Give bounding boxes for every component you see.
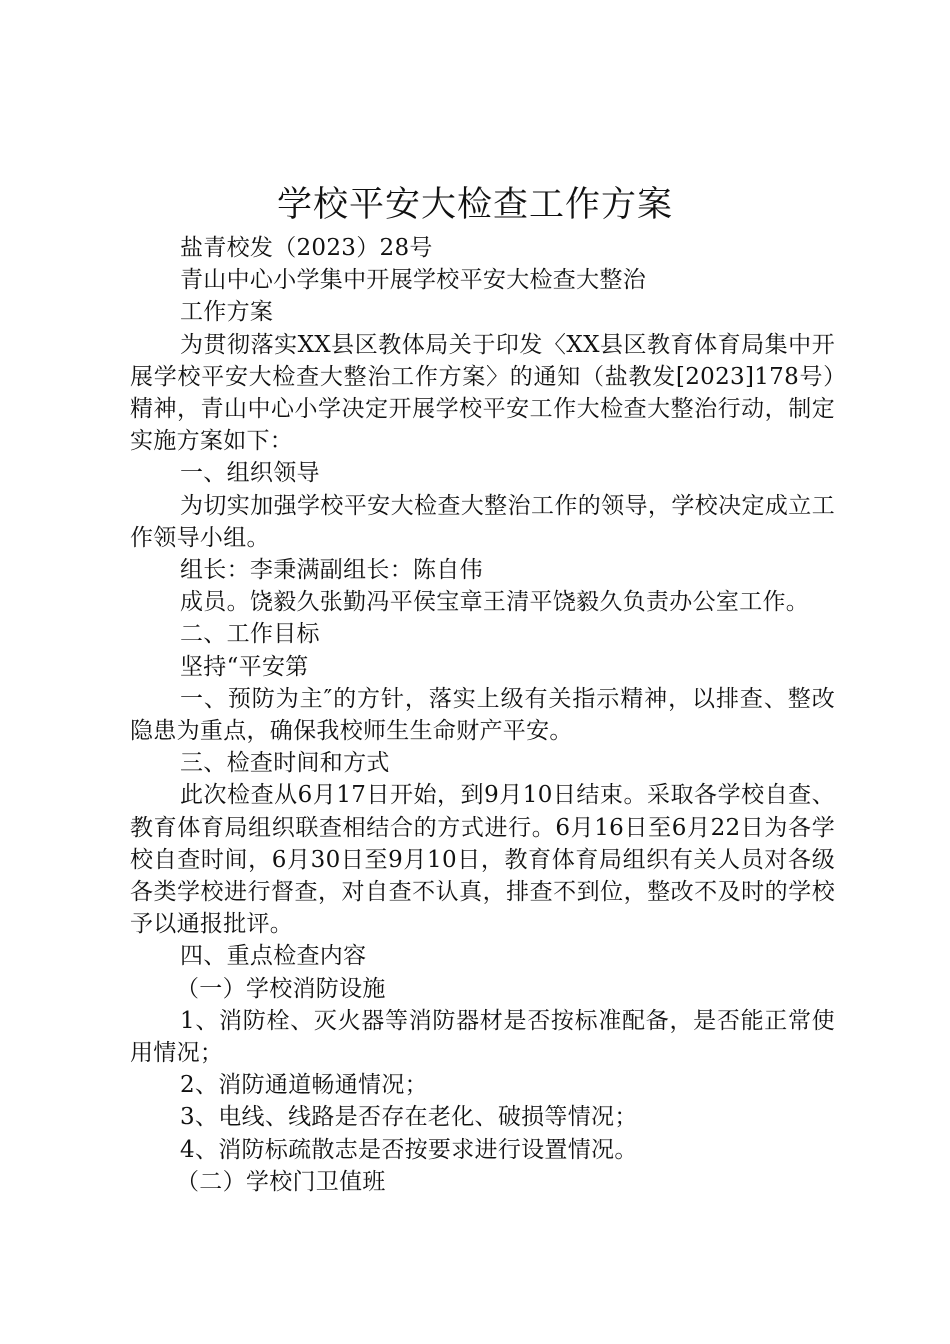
section-heading-content: 四、重点检查内容	[180, 943, 367, 970]
doc-subtitle-line-1: 青山中心小学集中开展学校平安大检查大整治	[180, 267, 646, 294]
section-heading-schedule: 三、检查时间和方式	[180, 750, 390, 777]
list-item: 1、消防栓、灭火器等消防器材是否按标准配备，是否能正常使用情况；	[130, 1007, 835, 1067]
members-paragraph: 成员。饶毅久张勤冯平侯宝章王清平饶毅久负责办公室工作。	[180, 589, 810, 616]
goals-paragraph: 一、预防为主″的方针，落实上级有关指示精神，以排查、整改隐患为重点，确保我校师生生命财产平安。	[130, 685, 835, 745]
list-item: 2、消防通道畅通情况；	[180, 1072, 428, 1099]
section-heading-organization: 一、组织领导	[180, 460, 320, 487]
document-title: 学校平安大检查工作方案	[276, 185, 673, 225]
list-item: 4、消防标疏散志是否按要求进行设置情况。	[180, 1136, 638, 1163]
leaders-line: 组长：李秉满副组长：陈自伟	[180, 557, 483, 584]
subsection-fire-facilities: （一）学校消防设施	[176, 975, 386, 1002]
section-heading-goals: 二、工作目标	[180, 621, 320, 648]
doc-subtitle-line-2: 工作方案	[180, 299, 274, 326]
intro-paragraph: 为贯彻落实XX县区教体局关于印发〈XX县区教育体育局集中开展学校平安大检查大整治工作方案〉的通知（盐教发[2023]178号）精神，青山中心小学决定开展学校平安工作大检查大整治行动，制定实施方案如下：	[130, 331, 835, 455]
list-item: 3、电线、线路是否存在老化、破损等情况；	[180, 1104, 638, 1131]
organization-paragraph: 为切实加强学校平安大检查大整治工作的领导，学校决定成立工作领导小组。	[130, 492, 835, 551]
doc-number: 盐青校发（2023）28号	[180, 235, 433, 261]
subsection-gate-duty: （二）学校门卫值班	[176, 1168, 386, 1195]
goals-line-1: 坚持“平安第	[180, 653, 309, 680]
schedule-paragraph: 此次检查从6月17日开始，到9月10日结束。采取各学校自查、教育体育局组织联查相结合的方式进行。6月16日至6月22日为各学校自查时间，6月30日至9月10日，教育体育局组织有关人员对各级各类学校进行督查，对自查不认真，排查不到位，整改不及时的学校予以通报批评。	[130, 782, 835, 938]
document-body	[130, 232, 835, 1198]
